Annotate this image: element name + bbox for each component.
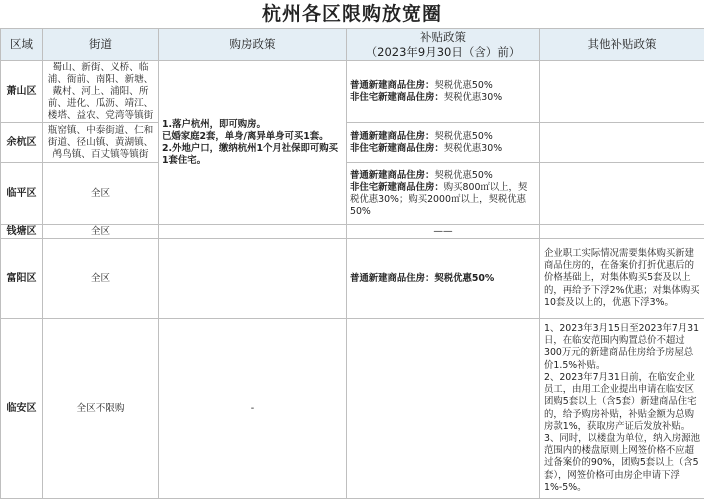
streets-cell: 瓶窑镇、中泰街道、仁和街道、径山镇、黄湖镇、鸬鸟镇、百丈镇等镇街 [43, 123, 159, 163]
subsidy-value: 契税优惠30% [443, 91, 503, 103]
subsidy-cell [347, 163, 540, 225]
purchase-policy-cell: - [159, 319, 347, 499]
subsidy-label: 普通新建商品住房： [350, 79, 435, 91]
header-subsidy-title: 补贴政策 [420, 29, 466, 44]
purchase-policy-cell [159, 239, 347, 319]
streets-cell: 全区不限购 [43, 319, 159, 499]
subsidy-value: 契税优惠50% [434, 130, 493, 142]
district-cell: 临平区 [1, 163, 43, 225]
subsidy-value: 契税优惠50% [434, 169, 493, 181]
other-subsidy-cell [540, 163, 704, 225]
district-cell: 临安区 [1, 319, 43, 499]
subsidy-cell [347, 61, 540, 123]
header-subsidy-date: （2023年9月30日（含）前） [365, 44, 521, 59]
other-subsidy-cell [540, 123, 704, 163]
table-row [1, 239, 704, 319]
subsidy-label: 普通新建商品住房： [350, 130, 435, 142]
district-cell: 余杭区 [1, 123, 43, 163]
policy-table [0, 28, 704, 499]
subsidy-label: 非住宅新建商品住房： [350, 142, 444, 154]
purchase-policy-line: 2.外地户口，缴纳杭州1个月社保即可购买1套住宅。 [162, 142, 338, 166]
purchase-policy-line: 已婚家庭2套，单身/离异单身可买1套。 [162, 130, 329, 142]
table-row [1, 123, 704, 163]
subsidy-label: 普通新建商品住房： [350, 272, 435, 284]
other-subsidy-cell [540, 61, 704, 123]
header-subsidy-policy [347, 29, 540, 61]
district-cell: 萧山区 [1, 61, 43, 123]
page-title: 杭州各区限购放宽圈 [261, 3, 442, 25]
subsidy-cell [347, 239, 540, 319]
subsidy-value: 契税优惠50% [434, 79, 493, 91]
subsidy-label: 非住宅新建商品住房： [350, 181, 444, 193]
district-cell: 钱塘区 [1, 225, 43, 239]
header-district: 区域 [1, 29, 43, 61]
district-cell: 富阳区 [1, 239, 43, 319]
purchase-policy-cell [159, 225, 347, 239]
streets-cell: 全区 [43, 163, 159, 225]
streets-cell: 蜀山、新街、义桥、临浦、衙前、南阳、新塘、戴村、河上、浦阳、所前、进化、瓜沥、靖江、楼塔、益农、党湾等镇街 [43, 61, 159, 123]
table-row [1, 61, 704, 123]
streets-cell: 全区 [43, 239, 159, 319]
subsidy-label: 普通新建商品住房： [350, 169, 435, 181]
header-streets: 街道 [43, 29, 159, 61]
table-row [1, 163, 704, 225]
subsidy-value: 购买800㎡以上，契税优惠30%；购买2000㎡以上，契税优惠50% [350, 181, 528, 217]
subsidy-value: 契税优惠50% [434, 272, 495, 284]
other-subsidy-item: 2、2023年7月31日前，在临安企业员工，由用工企业提出申请在临安区团购5套以上（含5套）新建商品住宅的，给予购房补贴，补贴金额为总购房款1%，获取房产证后发放补贴。 [544, 371, 697, 432]
other-subsidy-cell [540, 225, 704, 239]
table-row [1, 319, 704, 499]
subsidy-cell [347, 319, 540, 499]
subsidy-value: 契税优惠30% [443, 142, 503, 154]
subsidy-cell [347, 123, 540, 163]
streets-cell: 全区 [43, 225, 159, 239]
subsidy-cell: —— [347, 225, 540, 239]
subsidy-label: 非住宅新建商品住房： [350, 91, 444, 103]
header-other-subsidy: 其他补贴政策 [540, 29, 704, 61]
purchase-policy-cell [159, 61, 347, 225]
other-subsidy-cell: 企业职工实际情况需要集体购买新建商品住房的，在备案价打折优惠后的价格基础上，对集体购买5套及以上的，再给予下浮2%优惠；对集体购买10套及以上的，优惠下浮3%。 [540, 239, 704, 319]
table-header-row [1, 29, 704, 61]
other-subsidy-item: 3、同时，以楼盘为单位，纳入房源池范围内的楼盘原则上网签价格不应超过备案价的90%，团购5套以上（含5套），网签价格可由房企申请下浮1%-5%。 [544, 432, 700, 493]
purchase-policy-line: 1.落户杭州，即可购房。 [162, 118, 266, 130]
other-subsidy-item: 1、2023年3月15日至2023年7月31日，在临安范围内购置总价不超过300万元的新建商品住房给予房屋总价1.5%补贴。 [544, 323, 700, 371]
other-subsidy-cell [540, 319, 704, 499]
table-row [1, 225, 704, 239]
header-purchase-policy: 购房政策 [159, 29, 347, 61]
